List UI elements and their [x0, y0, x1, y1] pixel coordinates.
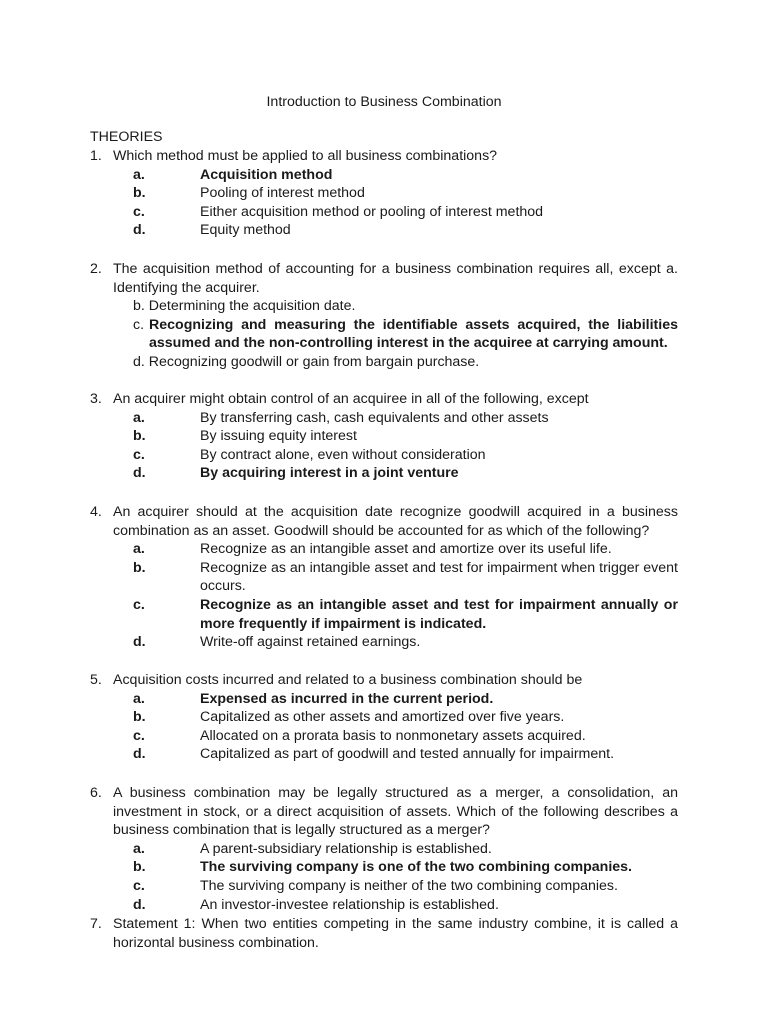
question-stem: An acquirer should at the acquisition date recognize goodwill acquired in a business combination as an asset. Goodwill should be accounted for as which of the following?: [113, 504, 678, 539]
option-letter: c.: [133, 203, 145, 220]
option-letter: b.: [133, 559, 146, 576]
question-number: 5.: [90, 672, 102, 688]
option-a: [90, 540, 678, 559]
question-number: 4.: [90, 504, 102, 520]
question-2: [90, 260, 678, 372]
option-c: [90, 596, 678, 633]
option-c: [90, 727, 678, 746]
option-c: [90, 877, 678, 896]
question-stem: The acquisition method of accounting for a business combination requires all, except a. Identifying the acquirer.: [113, 261, 678, 296]
question-3: [90, 390, 678, 483]
question-1: [90, 147, 678, 240]
question-number: 3.: [90, 391, 102, 407]
option-a: [90, 166, 678, 185]
option-text: Recognize as an intangible asset and test for impairment when trigger event occurs.: [200, 559, 678, 595]
option-letter: a.: [133, 690, 145, 707]
option-letter: c.: [133, 596, 145, 613]
option-text-correct: By acquiring interest in a joint venture: [200, 465, 459, 482]
option-text: The surviving company is neither of the two combining companies.: [200, 877, 618, 894]
option-letter: b.: [133, 859, 146, 876]
option-letter: a.: [133, 409, 145, 426]
document-title: Introduction to Business Combination: [266, 94, 502, 110]
option-d: [90, 353, 678, 372]
question-number: 6.: [90, 785, 102, 801]
option-letter: a.: [133, 840, 145, 857]
option-text: Equity method: [200, 222, 291, 239]
question-6: [90, 784, 678, 914]
question-5: [90, 671, 678, 764]
question-number: 2.: [90, 261, 102, 277]
option-text-correct: The surviving company is one of the two combining companies.: [200, 859, 632, 876]
option-b: [90, 708, 678, 727]
option-text: Either acquisition method or pooling of interest method: [200, 203, 544, 220]
option-letter: b.: [133, 428, 146, 445]
question-number: 7.: [90, 916, 102, 932]
option-text-correct: Recognize as an intangible asset and test for impairment annually or more frequently if impairment is indicated.: [200, 596, 678, 632]
option-letter: a.: [133, 541, 145, 558]
option-d: [90, 464, 678, 483]
option-letter: d.: [133, 896, 146, 913]
question-stem: Which method must be applied to all business combinations?: [113, 148, 498, 164]
option-letter: d.: [133, 353, 145, 370]
option-text: Pooling of interest method: [200, 185, 365, 202]
question-4: [90, 503, 678, 652]
option-letter: d.: [133, 222, 146, 239]
option-letter: a.: [133, 166, 145, 183]
option-letter: d.: [133, 746, 146, 763]
option-text: Determining the acquisition date.: [148, 298, 356, 315]
option-letter: d.: [133, 634, 146, 651]
option-text: Capitalized as part of goodwill and tested annually for impairment.: [200, 746, 615, 763]
option-text-correct: Expensed as incurred in the current period.: [200, 690, 494, 707]
option-c: [90, 316, 678, 353]
option-text: By issuing equity interest: [200, 428, 357, 445]
option-b: [90, 858, 678, 877]
option-letter: b.: [133, 709, 146, 726]
option-letter: b.: [133, 185, 146, 202]
option-text: Allocated on a prorata basis to nonmonetary assets acquired.: [200, 727, 586, 744]
option-d: [90, 221, 678, 240]
option-d: [90, 896, 678, 915]
option-letter: c.: [133, 727, 145, 744]
option-letter: c.: [133, 877, 145, 894]
option-a: [90, 690, 678, 709]
option-text-correct: Recognizing and measuring the identifiable assets acquired, the liabilities assumed and the non-controlling interest in the acquiree at carrying amount.: [149, 316, 678, 352]
option-text: Recognize as an intangible asset and amortize over its useful life.: [200, 541, 612, 558]
option-text-correct: Acquisition method: [200, 166, 333, 183]
question-stem: Acquisition costs incurred and related to a business combination should be: [113, 672, 583, 688]
question-number: 1.: [90, 148, 102, 164]
option-b: [90, 297, 678, 316]
option-b: [90, 184, 678, 203]
option-letter: c.: [133, 446, 145, 463]
question-stem: A business combination may be legally structured as a merger, a consolidation, an investment in stock, or a direct acquisition of assets. Which of the following describes a business combination that is legally structured as a merger?: [113, 785, 678, 839]
option-letter: d.: [133, 465, 146, 482]
option-text: A parent-subsidiary relationship is established.: [200, 840, 492, 857]
option-d: [90, 745, 678, 764]
option-c: [90, 203, 678, 222]
option-text: By transferring cash, cash equivalents and other assets: [200, 409, 549, 426]
option-letter: b.: [133, 298, 145, 315]
option-d: [90, 633, 678, 652]
question-7: [90, 915, 678, 952]
section-heading: THEORIES: [90, 129, 163, 145]
option-text: By contract alone, even without consideration: [200, 446, 486, 463]
option-letter: c.: [133, 316, 145, 333]
option-a: [90, 840, 678, 859]
option-text: Recognizing goodwill or gain from bargain purchase.: [148, 353, 480, 370]
option-c: [90, 446, 678, 465]
option-a: [90, 409, 678, 428]
option-b: [90, 427, 678, 446]
option-text: Capitalized as other assets and amortized over five years.: [200, 709, 565, 726]
option-text: An investor-investee relationship is established.: [200, 896, 499, 913]
question-stem: Statement 1: When two entities competing in the same industry combine, it is called a horizontal business combination.: [113, 916, 678, 951]
option-text: Write-off against retained earnings.: [200, 634, 421, 651]
question-stem: An acquirer might obtain control of an acquiree in all of the following, except: [113, 391, 589, 407]
option-b: [90, 559, 678, 596]
